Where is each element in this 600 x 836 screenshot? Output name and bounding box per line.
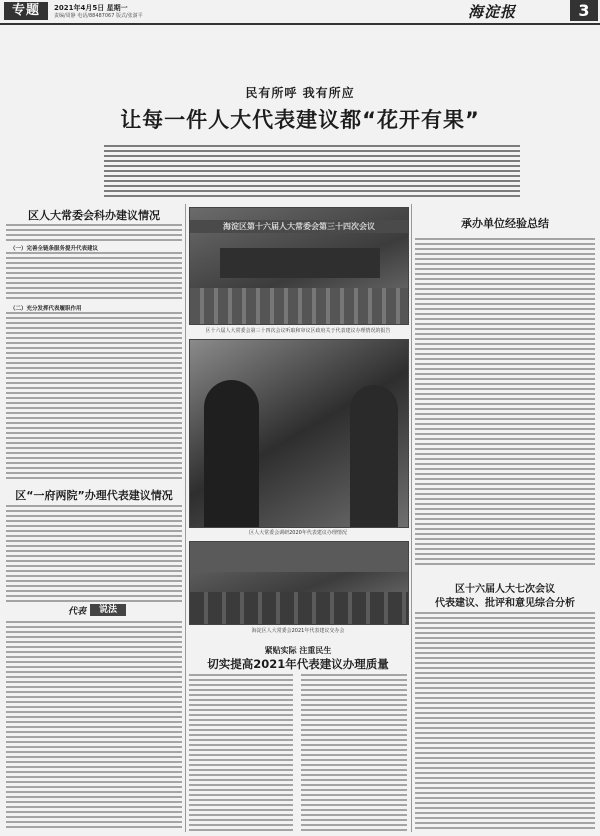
photo-session [189,207,409,325]
right-text-2 [415,612,595,832]
photo-assignment-table [190,592,408,624]
rep-voice-tag-left: 代表 [67,607,86,617]
right-text-1 [415,238,595,568]
photo-research [189,339,409,528]
photo-research-person-1 [204,380,259,527]
issue-date: 2021年4月5日 星期一 [54,4,128,12]
right-heading-1: 承办单位经验总结 [461,217,549,230]
photo-assignment-caption: 海淀区人大常委会2021年代表建议交办会 [251,628,345,634]
photo-session-banner: 海淀区第十六届人大常委会第三十四次会议 [190,220,408,233]
photo-assignment-backdrop [190,542,408,572]
right-heading-2-line-1: 区十六届人大七次会议 [455,584,555,595]
right-heading-2-line-2: 代表建议、批评和意见综合分析 [435,598,575,609]
left-sub-1: （一）完善全链条服务提升代表建议 [10,246,99,252]
column-rule-left [185,204,186,832]
left-text-1c [6,312,182,482]
bottom-title: 切实提高2021年代表建议办理质量 [207,657,389,671]
main-title: 让每一件人大代表建议都“花开有果” [120,108,480,132]
column-rule-right [411,204,412,832]
header-rule [0,23,600,25]
left-text-1b [6,252,182,302]
editor-line: 责编/周静 电话/88487067 版式/张澍平 [54,13,143,19]
left-heading-1: 区人大常委会科办建议情况 [28,209,160,222]
newspaper-brand: 海淀报 [468,3,517,21]
page-number: 3 [570,0,598,21]
left-sub-2: （二）充分发挥代表履职作用 [10,306,82,312]
photo-assignment-meeting [189,541,409,625]
left-text-2 [6,505,182,602]
rep-voice-tag [30,604,160,617]
left-heading-2: 区“一府两院”办理代表建议情况 [15,489,173,502]
intro-paragraph [104,145,520,197]
left-text-3 [6,621,182,831]
main-kicker: 民有所呼 我有所应 [245,86,355,100]
photo-session-caption: 区十六届人大常委会第三十四次会议听取和审议区政府关于代表建议办理情况的报告 [205,328,391,334]
left-text-1a [6,224,182,242]
photo-session-podium [220,248,380,278]
section-label: 专题 [4,2,48,20]
photo-research-person-2 [350,385,398,527]
photo-session-audience [190,288,408,324]
bottom-kicker: 紧贴实际 注重民生 [264,646,332,655]
bottom-text-col-1 [189,674,293,832]
rep-voice-tag-right: 说法 [90,604,126,616]
bottom-text-col-2 [301,674,407,832]
photo-research-caption: 区人大常委会调研2020年代表建议办理情况 [249,530,347,536]
